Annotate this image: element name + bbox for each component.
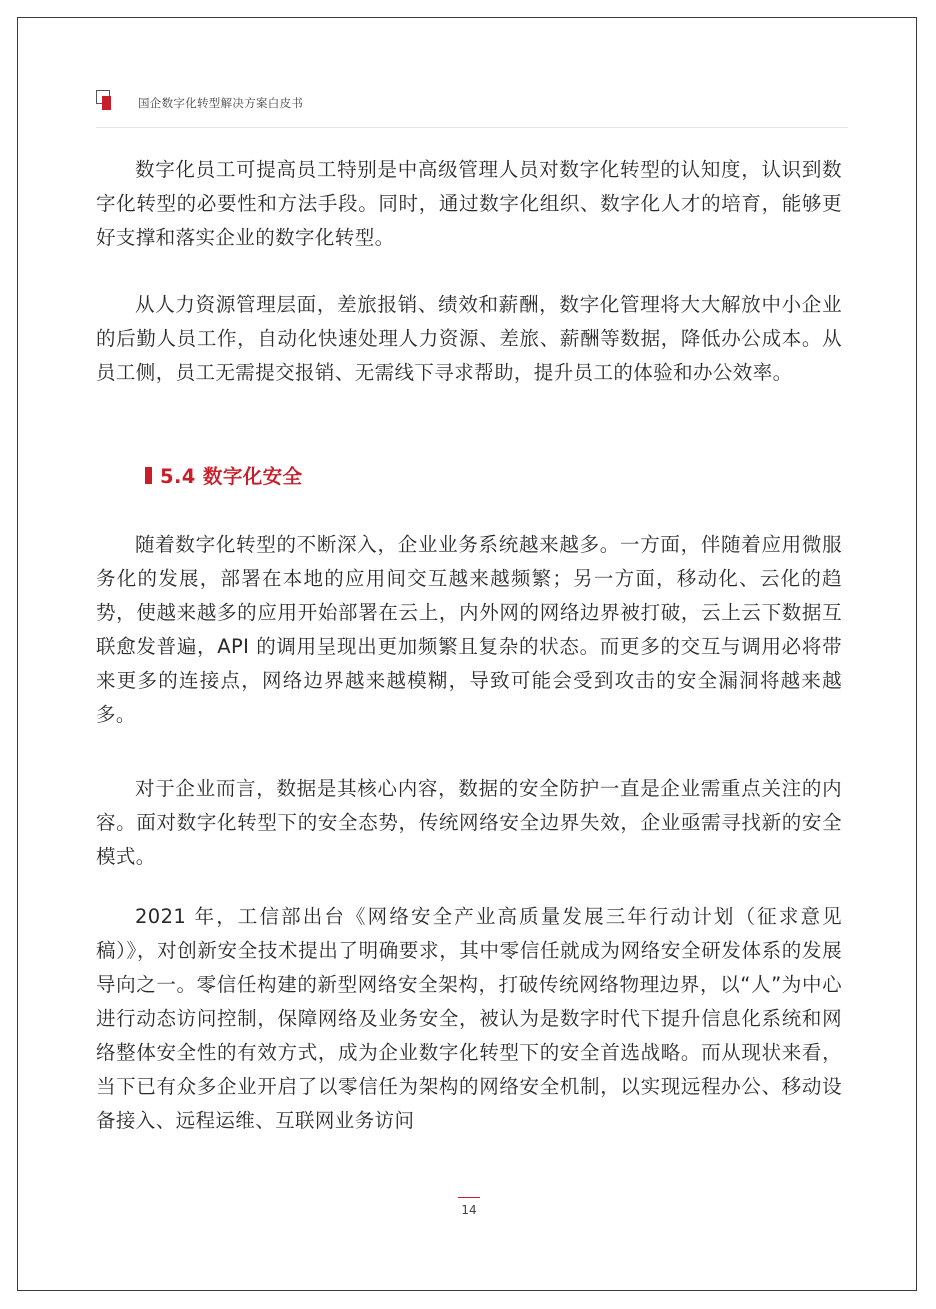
page-header [96, 88, 848, 130]
brand-logo-icon [96, 90, 114, 112]
page-number: 14 [461, 1203, 477, 1217]
header-divider [96, 127, 848, 128]
paragraph-hr-management: 从人力资源管理层面，差旅报销、绩效和薪酬，数字化管理将大大解放中小企业的后勤人员工作，自动化快速处理人力资源、差旅、薪酬等数据，降低办公成本。从员工侧，员工无需提交报销、无需线下寻求帮助，提升员工的体验和办公效率。 [96, 293, 842, 384]
section-heading [145, 458, 302, 492]
section-marker-icon [145, 467, 152, 484]
section-title: 5.4 数字化安全 [160, 465, 303, 488]
paragraph-digital-employee: 数字化员工可提高员工特别是中高级管理人员对数字化转型的认知度，认识到数字化转型的必要性和方法手段。同时，通过数字化组织、数字化人才的培育，能够更好支撑和落实企业的数字化转型。 [96, 158, 842, 249]
document-title: 国企数字化转型解决方案白皮书 [138, 96, 304, 110]
footer-accent-line [458, 1197, 480, 1198]
paragraph-data-security: 对于企业而言，数据是其核心内容，数据的安全防护一直是企业需重点关注的内容。面对数字化转型下的安全态势，传统网络安全边界失效，企业亟需寻找新的安全模式。 [96, 777, 842, 868]
paragraph-security-trend: 随着数字化转型的不断深入，企业业务系统越来越多。一方面，伴随着应用微服务化的发展，部署在本地的应用间交互越来越频繁；另一方面，移动化、云化的趋势，使越来越多的应用开始部署在云上，内外网的网络边界被打破，云上云下数据互联愈发普遍，API 的调用呈现出更加频繁且复杂的状态。而更多的交互与调用必将带来更多的连接点，网络边界越来越模糊，导致可能会受到攻击的安全漏洞将越来越多。 [96, 533, 842, 726]
paragraph-zero-trust: 2021 年，工信部出台《网络安全产业高质量发展三年行动计划（征求意见稿）》，对创新安全技术提出了明确要求，其中零信任就成为网络安全研发体系的发展导向之一。零信任构建的新型网络安全架构，打破传统网络物理边界，以“人”为中心进行动态访问控制，保障网络及业务安全，被认为是数字时代下提升信息化系统和网络整体安全性的有效方式，成为企业数字化转型下的安全首选战略。而从现状来看，当下已有众多企业开启了以零信任为架构的网络安全机制，以实现远程办公、移动设备接入、远程运维、互联网业务访问 [96, 905, 842, 1132]
